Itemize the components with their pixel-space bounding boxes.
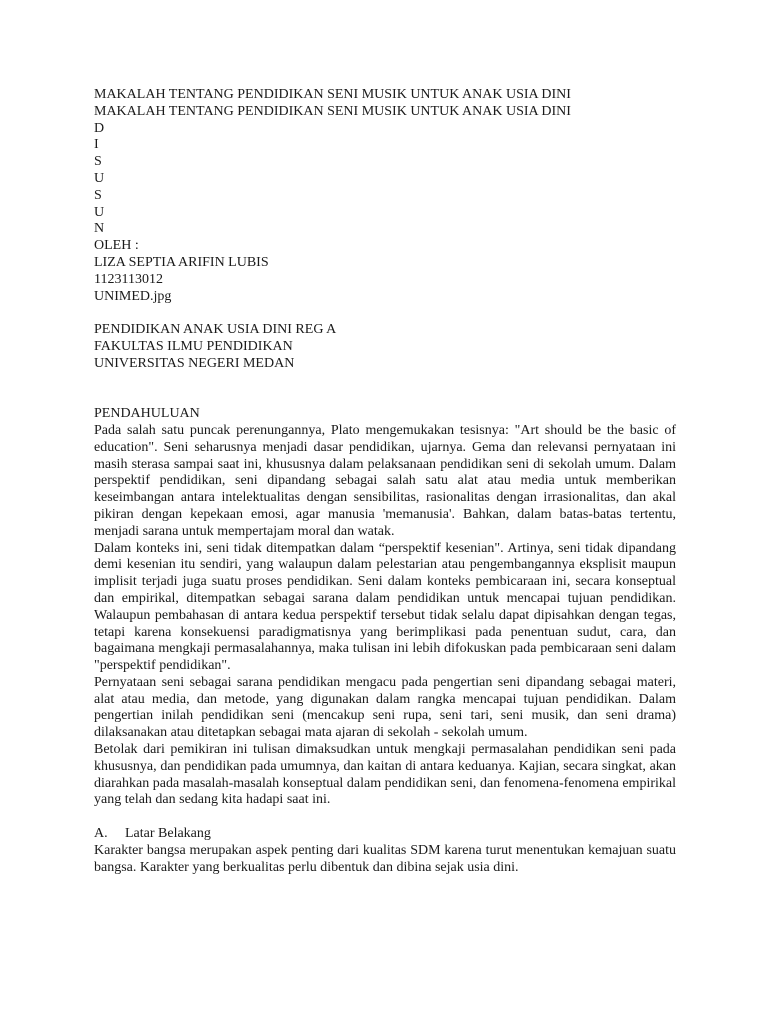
- subsection-heading: [94, 826, 676, 843]
- subsection-title: Latar Belakang: [125, 826, 211, 842]
- section-heading: PENDAHULUAN: [94, 406, 200, 422]
- vertical-letter: S: [94, 187, 102, 203]
- spacer: [94, 809, 676, 826]
- spacer: [94, 389, 676, 406]
- document-title-repeat: MAKALAH TENTANG PENDIDIKAN SENI MUSIK UNTUK ANAK USIA DINI: [94, 103, 571, 119]
- author-id: 1123113012: [94, 271, 163, 287]
- title-block: [94, 87, 676, 305]
- vertical-letter: D: [94, 120, 105, 136]
- vertical-letter: S: [94, 154, 102, 170]
- author-name: LIZA SEPTIA ARIFIN LUBIS: [94, 254, 269, 270]
- body-paragraph: Karakter bangsa merupakan aspek penting dari kualitas SDM karena turut menentukan kemajuan suatu bangsa. Karakter yang berkualitas perlu dibentuk dan dibina sejak usia dini.: [94, 842, 676, 875]
- program-name: PENDIDIKAN ANAK USIA DINI REG A: [94, 322, 337, 338]
- university-name: UNIVERSITAS NEGERI MEDAN: [94, 355, 295, 371]
- author-label: OLEH :: [94, 238, 139, 254]
- spacer: [94, 305, 676, 322]
- institution-block: [94, 322, 676, 372]
- vertical-letter: I: [94, 137, 99, 153]
- body-paragraph: Betolak dari pemikiran ini tulisan dimaksudkan untuk mengkaji permasalahan pendidikan seni pada khususnya, dan pendidikan pada umumnya, dan kaitan di antara keduanya. Kajian, secara singkat, akan diarahkan pada masalah-masalah konseptual dalam pendidikan seni, dan fenomena-fenomena empirikal yang telah dan sedang kita hadapi saat ini.: [94, 742, 676, 808]
- vertical-letter: U: [94, 170, 105, 186]
- faculty-name: FAKULTAS ILMU PENDIDIKAN: [94, 338, 293, 354]
- body-paragraph: Pada salah satu puncak perenungannya, Plato mengemukakan tesisnya: "Art should be the basic of education". Seni seharusnya menjadi dasar pendidikan, ujarnya. Gema dan relevansi pernyataan ini masih sterasa sampai saat ini, khususnya dalam pelaksanaan pendidikan seni di sekolah umum. Dalam perspektif pendidikan, seni dipandang sebagai salah satu alat atau media untuk memberikan keseimbangan antara intelektualitas dengan sensibilitas, rasionalitas dengan irrasionalitas, dan akal pikiran dengan kepekaan emosi, agar manusia 'memanusia'. Bahkan, dalam batas-batas tertentu, menjadi sarana untuk mempertajam moral dan watak.: [94, 422, 676, 539]
- image-placeholder-text: UNIMED.jpg: [94, 288, 172, 304]
- body-paragraph: Pernyataan seni sebagai sarana pendidikan mengacu pada pengertian seni dipandang sebagai materi, alat atau media, dan metode, yang digunakan dalam rangka mencapai tujuan pendidikan. Dalam pengertian inilah pendidikan seni (mencakup seni rupa, seni tari, seni musik, dan seni drama) dilaksanakan atau ditetapkan sebagai mata ajaran di sekolah - sekolah umum.: [94, 674, 676, 741]
- vertical-letter: U: [94, 204, 105, 220]
- spacer: [94, 373, 676, 390]
- document-title: MAKALAH TENTANG PENDIDIKAN SENI MUSIK UNTUK ANAK USIA DINI: [94, 87, 571, 102]
- vertical-letter: N: [94, 221, 105, 237]
- intro-section: [94, 406, 676, 809]
- document-page: [94, 87, 676, 876]
- body-paragraph: Dalam konteks ini, seni tidak ditempatkan dalam “perspektif kesenian". Artinya, seni tidak dipandang demi kesenian itu sendiri, yang walaupun dalam pelestarian atau pengembangannya eksplisit maupun implisit terjadi juga suatu proses pendidikan. Seni dalam konteks pembicaraan ini, secara konseptual dan empirikal, ditempatkan sebagai sarana dalam pendidikan untuk mencapai tujuan pendidikan. Walaupun pembahasan di antara kedua perspektif tersebut tidak selalu dapat dipisahkan dengan tegas, tetapi karena konsekuensi paradigmatisnya yang berimplikasi pada penentuan sudut, cara, dan bagaimana mengkaji permasalahannya, maka tulisan ini lebih difokuskan pada pembicaraan seni dalam "perspektif pendidikan".: [94, 540, 676, 674]
- subsection-letter: A.: [94, 826, 108, 842]
- section-a: [94, 826, 676, 876]
